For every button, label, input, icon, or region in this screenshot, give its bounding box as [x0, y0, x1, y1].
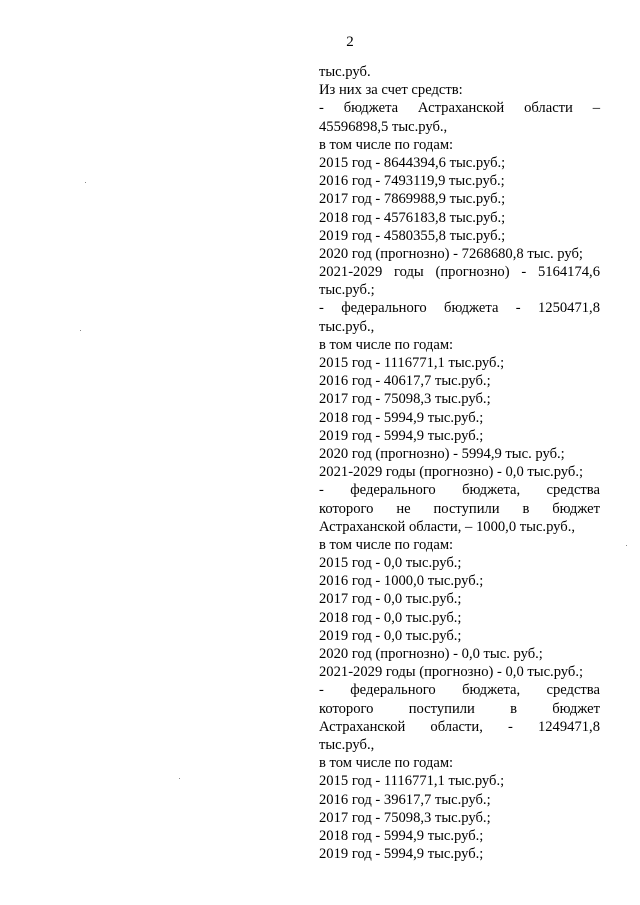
text-line: 2016 год - 7493119,9 тыс.руб.;	[319, 173, 505, 190]
text-line: 2015 год - 8644394,6 тыс.руб.;	[319, 154, 506, 171]
text-line: 2020 год (прогнозно) - 7268680,8 тыс. руб;	[319, 245, 583, 262]
text-line: 2017 год - 0,0 тыс.руб.;	[319, 591, 462, 608]
text-line: 2020 год (прогнозно) - 0,0 тыс. руб.;	[319, 646, 543, 662]
text-line: 2016 год - 40617,7 тыс.руб.;	[319, 373, 491, 390]
text-line: 2015 год - 1116771,1 тыс.руб.;	[319, 773, 505, 790]
text-line: 2018 год - 4576183,8 тыс.руб.;	[319, 209, 506, 226]
text-line: Астраханской области, - 1249471,8	[319, 718, 600, 735]
text-line: в том числе по годам:	[319, 755, 454, 772]
text-line: которого поступили в бюджет	[319, 700, 600, 717]
text-line: 2021-2029 годы (прогнозно) - 5164174,6	[319, 264, 600, 281]
text-line: 2019 год - 5994,9 тыс.руб.;	[319, 846, 484, 863]
text-line: тыс.руб.,	[319, 736, 375, 753]
text-line: 2020 год (прогнозно) - 5994,9 тыс. руб.;	[319, 445, 565, 462]
text-line: 2017 год - 7869988,9 тыс.руб.;	[319, 191, 506, 208]
text-line: 2017 год - 75098,3 тыс.руб.;	[319, 809, 491, 826]
page-number: 2	[346, 34, 354, 50]
body-text	[319, 63, 600, 863]
text-line: 2018 год - 5994,9 тыс.руб.;	[319, 409, 484, 426]
text-line: 2015 год - 1116771,1 тыс.руб.;	[319, 355, 505, 371]
text-line: 2019 год - 5994,9 тыс.руб.;	[319, 427, 484, 444]
text-line: Астраханской области, – 1000,0 тыс.руб.,	[319, 518, 576, 535]
text-line: в том числе по годам:	[319, 536, 454, 553]
text-line: 2018 год - 5994,9 тыс.руб.;	[319, 827, 484, 844]
text-line: тыс.руб.	[319, 64, 371, 80]
text-line: в том числе по годам:	[319, 336, 454, 353]
text-line: 2015 год - 0,0 тыс.руб.;	[319, 555, 462, 572]
scan-speck	[179, 778, 180, 779]
text-line: 2019 год - 4580355,8 тыс.руб.;	[319, 227, 506, 244]
text-line: - федерального бюджета, средства	[319, 682, 600, 699]
text-line: - бюджета Астраханской области –	[319, 100, 600, 117]
text-line: Из них за счет средств:	[319, 82, 463, 99]
text-line: тыс.руб.,	[319, 318, 375, 335]
text-line: 45596898,5 тыс.руб.,	[319, 118, 448, 135]
text-line: - федерального бюджета, средства	[319, 482, 600, 499]
text-line: - федерального бюджета - 1250471,8	[319, 300, 600, 317]
text-line: 2017 год - 75098,3 тыс.руб.;	[319, 391, 491, 408]
text-line: 2019 год - 0,0 тыс.руб.;	[319, 627, 462, 644]
text-line: которого не поступили в бюджет	[319, 500, 600, 517]
text-line: 2016 год - 39617,7 тыс.руб.;	[319, 791, 491, 808]
text-line: 2018 год - 0,0 тыс.руб.;	[319, 609, 462, 626]
text-line: 2016 год - 1000,0 тыс.руб.;	[319, 573, 484, 590]
scan-speck	[85, 182, 86, 183]
text-line: 2021-2029 годы (прогнозно) - 0,0 тыс.руб.;	[319, 464, 584, 481]
text-line: тыс.руб.;	[319, 282, 375, 299]
scan-speck	[80, 330, 81, 331]
scan-speck	[626, 545, 627, 546]
text-line: 2021-2029 годы (прогнозно) - 0,0 тыс.руб.;	[319, 664, 584, 681]
text-line: в том числе по годам:	[319, 136, 454, 153]
